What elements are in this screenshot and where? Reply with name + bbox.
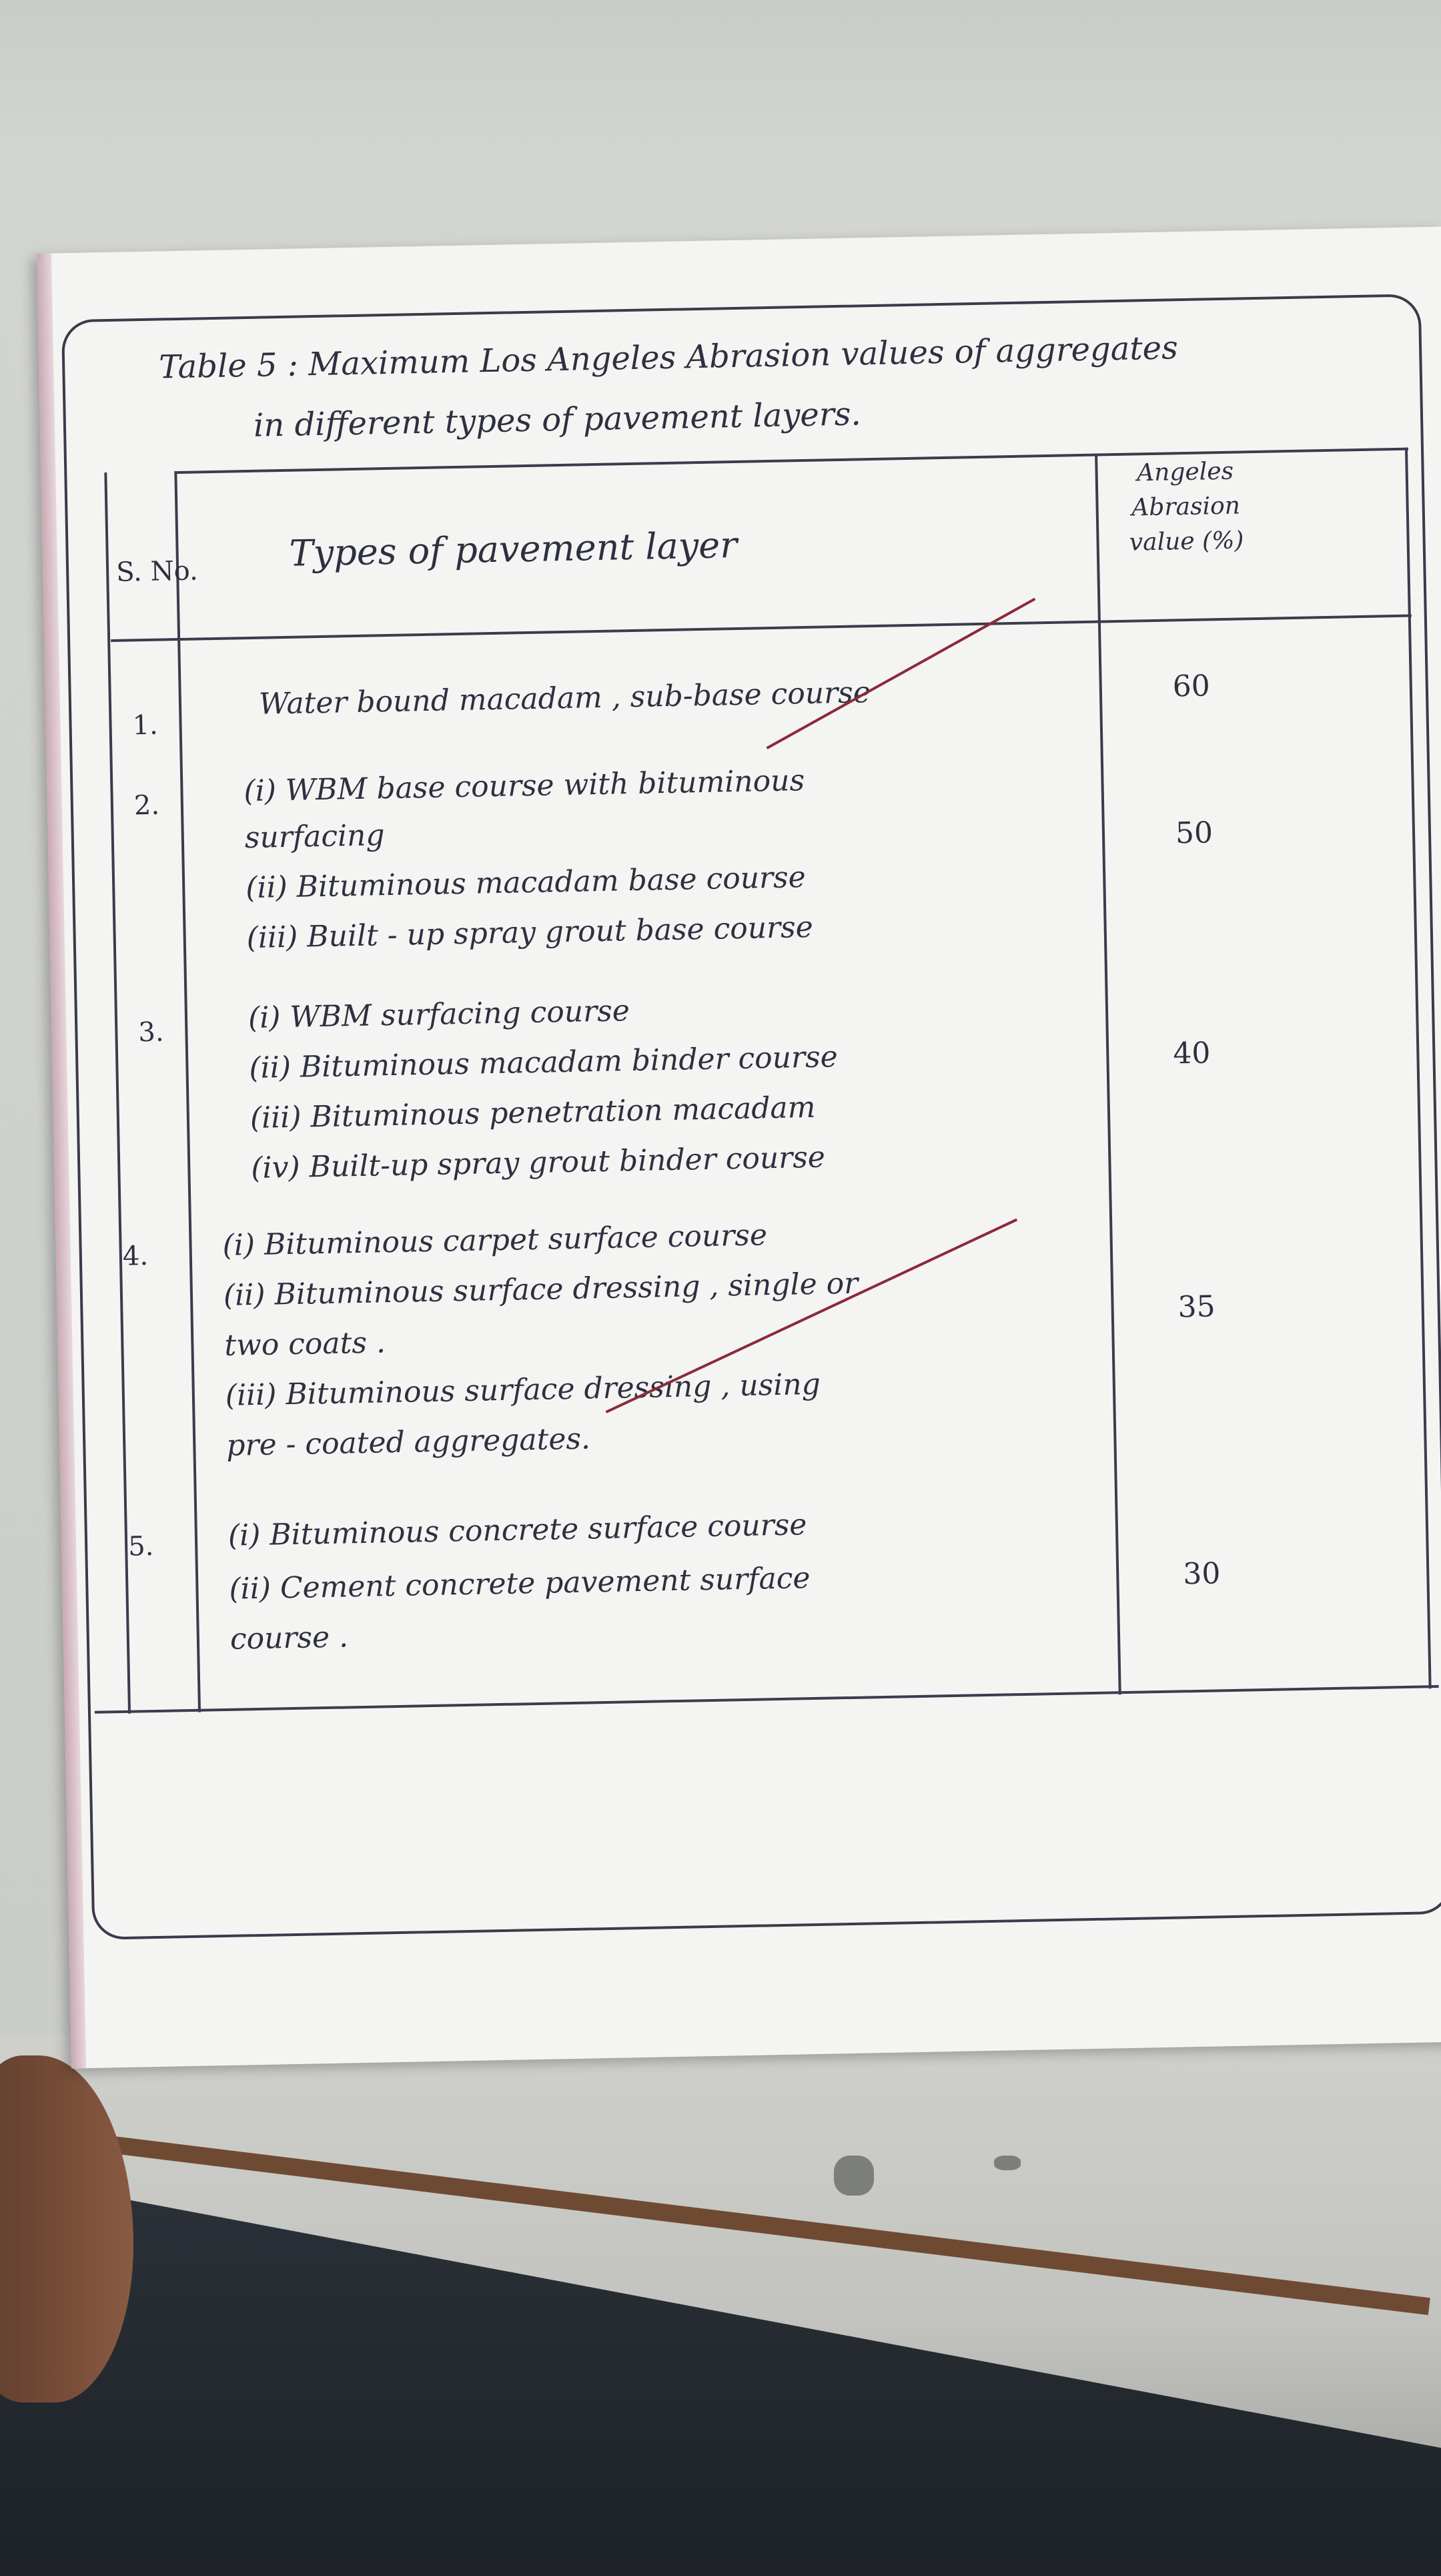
- row-3-item-1: (i) WBM surfacing course: [248, 994, 630, 1036]
- row-4-sno: 4.: [122, 1241, 149, 1272]
- row-3-item-3: (iii) Bituminous penetration macadam: [250, 1090, 816, 1136]
- row-2-item-1: (i) WBM base course with bituminous: [244, 763, 805, 809]
- table-title-line-2: in different types of pavement layers.: [253, 395, 862, 444]
- row-5-sno: 5.: [127, 1530, 154, 1562]
- row-2-item-3: (ii) Bituminous macadam base course: [245, 860, 807, 906]
- table-title-line-1: Table 5 : Maximum Los Angeles Abrasion values of aggregates: [158, 329, 1179, 386]
- row-2-item-2: surfacing: [244, 818, 386, 856]
- row-5-value: 30: [1182, 1556, 1221, 1592]
- row-3-item-2: (ii) Bituminous macadam binder course: [249, 1040, 839, 1086]
- row-2-item-4: (iii) Built - up spray grout base course: [246, 910, 814, 956]
- row-1-sno: 1.: [132, 709, 159, 741]
- row-4-item-4: (iii) Bituminous surface dressing , using: [225, 1367, 821, 1413]
- row-4-item-1: (i) Bituminous carpet surface course: [222, 1218, 768, 1263]
- row-5-item-1: (i) Bituminous concrete surface course: [227, 1508, 807, 1553]
- row-1-item-1: Water bound macadam , sub-base course: [258, 675, 871, 721]
- debris-spot: [834, 2156, 874, 2196]
- row-3-item-4: (iv) Built-up spray grout binder course: [250, 1140, 826, 1186]
- row-4-item-5: pre - coated aggregates.: [225, 1421, 591, 1463]
- header-type: Types of pavement layer: [289, 523, 738, 575]
- row-4-value: 35: [1177, 1289, 1216, 1325]
- row-2-value: 50: [1175, 816, 1214, 851]
- header-value: Angeles Abrasion value (%): [1129, 457, 1244, 557]
- row-3-value: 40: [1172, 1036, 1211, 1071]
- row-5-item-3: course .: [229, 1620, 349, 1656]
- notebook-page: [37, 226, 1441, 2068]
- row-5-item-2: (ii) Cement concrete pavement surface: [228, 1561, 811, 1606]
- row-4-item-2: (ii) Bituminous surface dressing , single or: [223, 1266, 859, 1313]
- debris-spot: [994, 2156, 1021, 2170]
- row-1-value: 60: [1172, 669, 1211, 704]
- header-sno: S. No.: [115, 555, 199, 588]
- row-3-sno: 3.: [137, 1016, 165, 1048]
- row-2-sno: 2.: [133, 789, 160, 822]
- row-4-item-3: two coats .: [223, 1325, 386, 1363]
